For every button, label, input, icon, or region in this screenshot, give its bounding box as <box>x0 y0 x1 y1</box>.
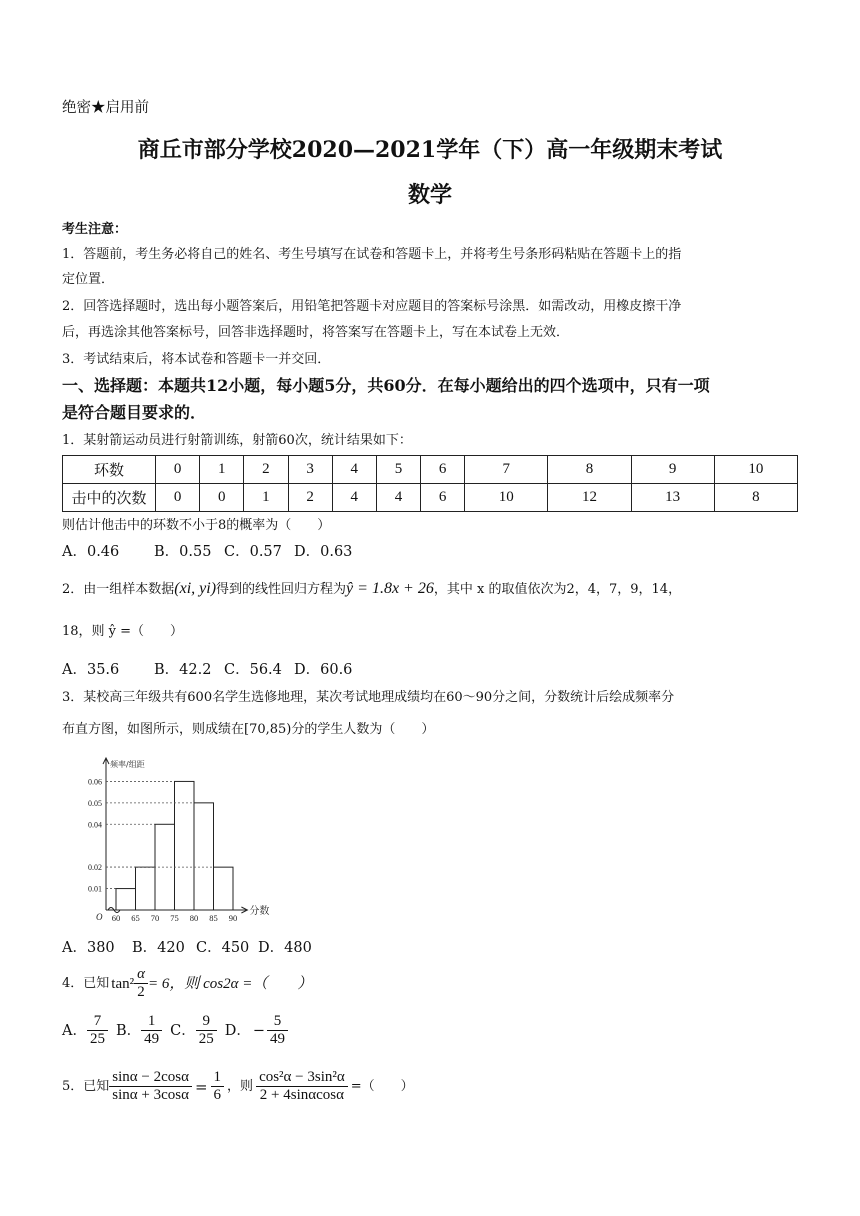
notice-item-3: 3．考试结束后，将本试卷和答题卡一并交回． <box>62 352 331 367</box>
option-c: C．450 <box>196 940 250 956</box>
q4-stem <box>62 966 312 1001</box>
histogram-bar <box>214 867 234 910</box>
option-b-label: B． <box>115 1022 142 1039</box>
option-c: C．0.57 <box>224 544 282 560</box>
frac-num: 1 <box>211 1069 225 1087</box>
y-tick-label: 0.05 <box>88 798 102 808</box>
table-cell: 2 <box>288 484 332 512</box>
table-cell: 6 <box>421 484 465 512</box>
notice-heading: 考生注意： <box>62 222 128 237</box>
section-heading-line-2: 是符合题目要求的． <box>62 403 207 422</box>
q2-pair: (xi, yi) <box>174 580 217 597</box>
x-tick-label: 75 <box>170 913 179 923</box>
q4-options <box>62 1013 288 1048</box>
x-tick-label: 90 <box>228 913 238 923</box>
table-cell: 0 <box>200 484 244 512</box>
q2-stem-b: 得到的线性回归方程为 <box>216 582 347 597</box>
q2-stem-c: ，其中 x 的取值依次为2，4，7，9，14， <box>433 582 682 597</box>
table-cell: 3 <box>288 456 332 484</box>
histogram-bar <box>136 867 156 910</box>
table-cell: 2 <box>244 456 288 484</box>
option-d: D．480 <box>258 940 312 956</box>
q4-tan: tan² <box>111 975 135 992</box>
q4-fraction <box>134 966 148 1001</box>
histogram-bar <box>116 889 136 910</box>
option-a: A．0.46 <box>62 544 120 560</box>
q4-mid: = 6，则 cos2α =（ ） <box>147 975 313 992</box>
histogram-bar <box>194 803 214 910</box>
q4-frac-num: α <box>134 966 148 984</box>
q2-options <box>62 660 352 680</box>
q1-question: 则估计他击中的环数不小于8的概率为（ ） <box>62 518 331 533</box>
table-cell: 6 <box>421 456 465 484</box>
subject-title: 数学 <box>407 182 452 208</box>
option-a: A．35.6 <box>62 662 120 678</box>
x-tick-label: 60 <box>111 913 121 923</box>
y-tick-label: 0.01 <box>88 884 102 894</box>
frac-den: 49 <box>144 1031 160 1047</box>
exam-title: 商丘市部分学校2020—2021学年（下）高一年级期末考试 <box>137 137 723 163</box>
table-cell: 8 <box>714 484 797 512</box>
q3-line-2: 布直方图，如图所示，则成绩在[70,85)分的学生人数为（ ） <box>62 722 435 737</box>
table-cell: 9 <box>631 456 714 484</box>
table-cell: 10 <box>465 484 548 512</box>
option-b: B．420 <box>132 940 185 956</box>
table-cell: 4 <box>332 484 376 512</box>
notice-item-1-line-1: 1．答题前，考生务必将自己的姓名、考生号填写在试卷和答题卡上，并将考生号条形码粘贴在答题卡上的指 <box>62 247 682 262</box>
notice-item-2-line-1: 2．回答选择题时，选出每小题答案后，用铅笔把答题卡对应题目的答案标号涂黑．如需改动，用橡皮擦干净 <box>62 299 682 314</box>
frac-num: sinα − 2cosα <box>109 1069 192 1087</box>
frac-den: 49 <box>270 1031 286 1047</box>
secret-label: 绝密★启用前 <box>62 100 149 116</box>
x-axis-label: 分数 <box>249 906 270 917</box>
q2-stem-a: 2．由一组样本数据 <box>62 582 175 597</box>
x-tick-label: 80 <box>189 913 199 923</box>
q5-fraction-1 <box>109 1069 192 1104</box>
y-tick-label: 0.04 <box>88 820 102 830</box>
q2-equation: ŷ = 1.8x + 26 <box>346 580 434 597</box>
x-tick-label: 85 <box>209 913 218 923</box>
q5-end: =（ ） <box>350 1078 414 1094</box>
option-d-label: D． <box>224 1022 251 1039</box>
option-a-fraction <box>87 1013 108 1048</box>
q5-mid: ，则 <box>227 1078 254 1094</box>
frac-den: 25 <box>89 1031 105 1047</box>
q1-options <box>62 542 352 562</box>
x-tick-label: 65 <box>131 913 140 923</box>
table-cell: 环数 <box>63 456 156 484</box>
q1-score-table <box>62 455 798 512</box>
table-row <box>63 484 798 512</box>
table-cell: 12 <box>548 484 631 512</box>
frac-den: sinα + 3cosα <box>112 1087 189 1103</box>
q5-stem <box>62 1069 414 1104</box>
option-a-label: A． <box>62 1022 87 1039</box>
y-tick-label: 0.02 <box>88 863 102 873</box>
table-cell: 击中的次数 <box>63 484 156 512</box>
table-cell: 0 <box>156 456 200 484</box>
histogram-bar <box>175 781 195 910</box>
frac-den: 6 <box>213 1087 222 1103</box>
option-d-fraction <box>267 1013 288 1048</box>
table-cell: 5 <box>376 456 420 484</box>
q2-stem <box>62 579 681 600</box>
notice-item-1-line-2: 定位置． <box>62 272 115 287</box>
q5-fraction-3 <box>256 1069 348 1104</box>
frac-num: cos²α − 3sin²α <box>256 1069 348 1087</box>
q5-fraction-2 <box>211 1069 225 1104</box>
table-cell: 4 <box>332 456 376 484</box>
table-cell: 0 <box>156 484 200 512</box>
section-heading-line-1: 一、选择题：本题共12小题，每小题5分，共60分．在每小题给出的四个选项中，只有一项 <box>62 376 710 395</box>
q3-line-1: 3．某校高三年级共有600名学生选修地理，某次考试地理成绩均在60～90分之间，分数统计后绘成频率分 <box>62 690 675 705</box>
option-a: A．380 <box>62 940 115 956</box>
origin-label: O <box>96 912 103 922</box>
frac-num: 7 <box>87 1013 108 1031</box>
frac-num: 9 <box>196 1013 217 1031</box>
table-cell: 8 <box>548 456 631 484</box>
table-cell: 7 <box>465 456 548 484</box>
q2-line-2: 18，则 ŷ =（ ） <box>62 624 184 639</box>
table-cell: 4 <box>376 484 420 512</box>
frac-num: 1 <box>141 1013 162 1031</box>
x-tick-label: 70 <box>150 913 160 923</box>
option-b: B．0.55 <box>154 544 212 560</box>
q3-options <box>62 938 312 958</box>
table-cell: 1 <box>200 456 244 484</box>
option-c-label: C． <box>170 1022 196 1039</box>
frac-den: 2 + 4sinαcosα <box>259 1087 344 1103</box>
frac-num: 5 <box>267 1013 288 1031</box>
y-tick-label: 0.06 <box>88 777 102 787</box>
option-d-sign: − <box>252 1022 266 1039</box>
q4-frac-den: 2 <box>137 984 145 1000</box>
table-row <box>63 456 798 484</box>
option-b: B．42.2 <box>154 662 212 678</box>
q5-equals: = <box>194 1077 208 1096</box>
q1-stem: 1．某射箭运动员进行射箭训练，射箭60次，统计结果如下： <box>62 433 412 448</box>
option-c-fraction <box>196 1013 217 1048</box>
table-cell: 1 <box>244 484 288 512</box>
table-cell: 10 <box>714 456 797 484</box>
y-axis-label: 频率/组距 <box>110 760 145 769</box>
q4-prefix: 4．已知 <box>62 975 110 991</box>
frac-den: 25 <box>198 1031 214 1047</box>
table-cell: 13 <box>631 484 714 512</box>
notice-item-2-line-2: 后，再选涂其他答案标号，回答非选择题时，将答案写在答题卡上，写在本试卷上无效． <box>62 325 570 340</box>
option-d: D．60.6 <box>294 662 353 678</box>
q5-prefix: 5．已知 <box>62 1078 110 1094</box>
frequency-histogram <box>76 755 276 927</box>
option-d: D．0.63 <box>294 544 353 560</box>
option-c: C．56.4 <box>224 662 282 678</box>
option-b-fraction <box>141 1013 162 1048</box>
